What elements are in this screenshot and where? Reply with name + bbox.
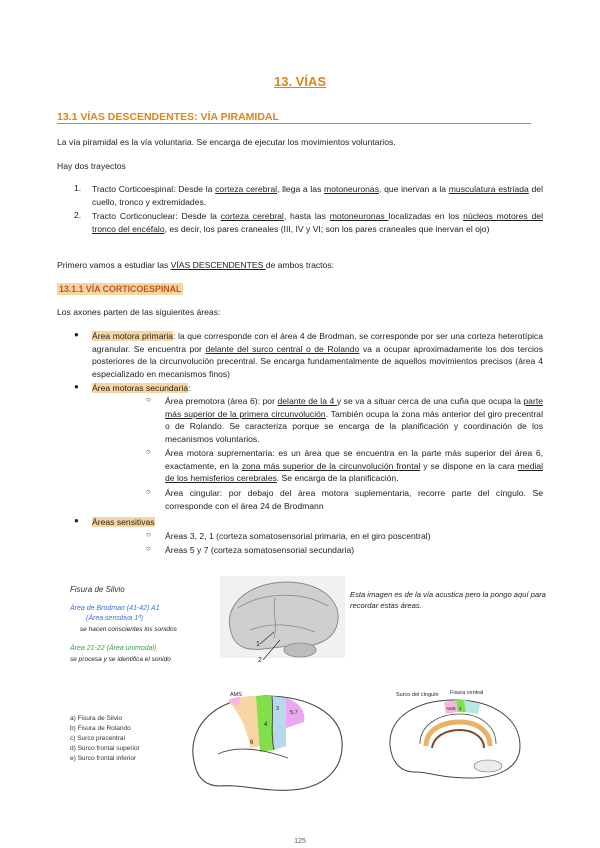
label-area-312: 3	[276, 706, 280, 712]
hand-sonidos: se hacen conscientes los sonidos	[80, 626, 177, 633]
sub-bullet-areas-57: Áreas 5 y 7 (corteza somatosensorial secundaria)	[165, 545, 355, 555]
sub-bullet: ○	[146, 487, 151, 496]
bullet-dot: ●	[74, 330, 79, 339]
trayectos-intro: Hay dos trayectos	[57, 161, 126, 171]
legend-d: d) Surco frontal superior	[70, 745, 140, 752]
subsection-heading-corticoespinal: 13.1.1 VÍA CORTICOESPINAL	[59, 284, 182, 294]
lateral-brain-small	[220, 576, 345, 664]
legend-c: c) Surco precentral	[70, 735, 125, 742]
hand-area-21-22: Área 21-22 (Área unimodal)	[70, 645, 157, 652]
label-area-6: 6	[250, 740, 254, 746]
hand-area-brodman: Área de Brodman (41-42) A1	[70, 605, 160, 612]
auditory-notes-figure	[60, 568, 350, 678]
list-item-corticoespinal: Tracto Corticoespinal: Desde la corteza cerebral, llega a las motoneuronas, que inervan a la musculatura estriada del cuello, tronco y extremidades.	[92, 184, 543, 207]
legend-e: e) Surco frontal inferior	[70, 755, 137, 762]
sub-bullet: ○	[146, 544, 151, 553]
sub-bullet: ○	[146, 447, 151, 456]
bullet-areas-motoras-secundaria: Área motoras secundaria:	[92, 383, 191, 393]
label-medial-4: 4	[459, 706, 462, 711]
bullet-areas-sensitivas: Áreas sensitivas	[92, 517, 155, 527]
area-312	[272, 696, 286, 750]
label-fisura-central: Fisura central	[450, 690, 484, 696]
sub-bullet-area-motora-suplementaria: Área motora suprementaria: es un área que se encuentra en la parte más superior del área 6, exactamente, en la zona más superior de la circunvolución frontal y se dispone en la cara medial de los hemisferios cerebrales. Se encarga de la planificación.	[165, 448, 543, 483]
section-heading-vias-descendentes: 13.1 VÍAS DESCENDENTES: VÍA PIRAMIDAL	[57, 111, 279, 123]
sub-bullet: ○	[146, 395, 151, 404]
hand-area-sensitiva: (Área sensitiva 1ª)	[86, 615, 144, 622]
sub-bullet-areas-321: Áreas 3, 2, 1 (corteza somatosensorial primaria, en el giro poscentral)	[165, 531, 431, 541]
axones-intro: Los axones parten de las siguientes áreas:	[57, 307, 221, 317]
label-area-4: 4	[264, 722, 268, 728]
label-area-57: 5,7	[290, 710, 298, 716]
bullet-area-motora-primaria: Área motora primaria: la que corresponde con el área 4 de Brodman, se corresponde por ser una corteza heterotípica agranular. Se encuentra por delante del surco central o de Rolando va a ocupar aproximadamente los dos tercios posteriores de la circunvolución precentral. Se encarga fundamentalmente de aquellos movimientos precisos (área 4 especializado en mecanismos finos)	[92, 331, 543, 379]
label-medial-ams: AMS	[446, 706, 456, 711]
list-item-corticonuclear: Tracto Corticonuclear: Desde la corteza cerebral, hasta las motoneuronas localizadas en los núcleos motores del tronco del encéfalo, es decir, los pares craneales (III, IV y VI; son los pares craneales que inervan el ojo)	[92, 211, 543, 234]
medial-brain-areas-figure	[380, 686, 530, 786]
list-number-1: 1.	[74, 183, 82, 193]
label-ams: AMS	[230, 692, 242, 698]
brain-label-1: 1	[256, 641, 260, 648]
primero-paragraph: Primero vamos a estudiar las VÍAS DESCENDENTES de ambos tractos:	[57, 260, 335, 270]
bullet-dot: ●	[74, 382, 79, 391]
hand-identifica: se procesa y se identifica el sonido	[70, 656, 171, 663]
legend-a: a) Fisura de Silvio	[70, 715, 123, 722]
label-surco-cingulo: Surco del cíngulo	[396, 692, 439, 698]
page-number: 125	[294, 838, 306, 845]
cerebellum	[284, 643, 316, 657]
legend-b: b) Fisura de Rolando	[70, 725, 131, 732]
brain-label-2: 2	[258, 657, 262, 664]
bullet-dot: ●	[74, 516, 79, 525]
sub-bullet: ○	[146, 530, 151, 539]
page-title: 13. VÍAS	[273, 74, 327, 89]
hand-fisura-silvio: Fisura de Silvio	[70, 585, 125, 594]
cerebellum	[474, 760, 502, 772]
intro-paragraph: La vía piramidal es la vía voluntaria. Se encarga de ejecutar los movimientos voluntarios.	[57, 137, 396, 147]
list-number-2: 2.	[74, 210, 82, 220]
sub-bullet-area-premotora: Área premotora (área 6): por delante de la 4 y se va a situar cerca de una cuña que ocupa la parte más superior de la primera circunvolución. También ocupa la zona más anterior del giro precentral o de Rolando. Se caracteriza porque se encarga de la planificación y coordinación de los mecanismos voluntarios.	[165, 396, 543, 444]
lateral-brain-areas-figure	[60, 686, 350, 796]
heading-underline	[57, 123, 531, 124]
sub-bullet-area-cingular: Área cingular: por debajo del área motora suplementaria, recorre parte del cíngulo. Se corresponde con el área 24 de Brodmann	[165, 488, 543, 511]
figure-note: Esta imagen es de la vía acustica pero la pongo aquí para recordar estas áreas.	[350, 590, 546, 610]
